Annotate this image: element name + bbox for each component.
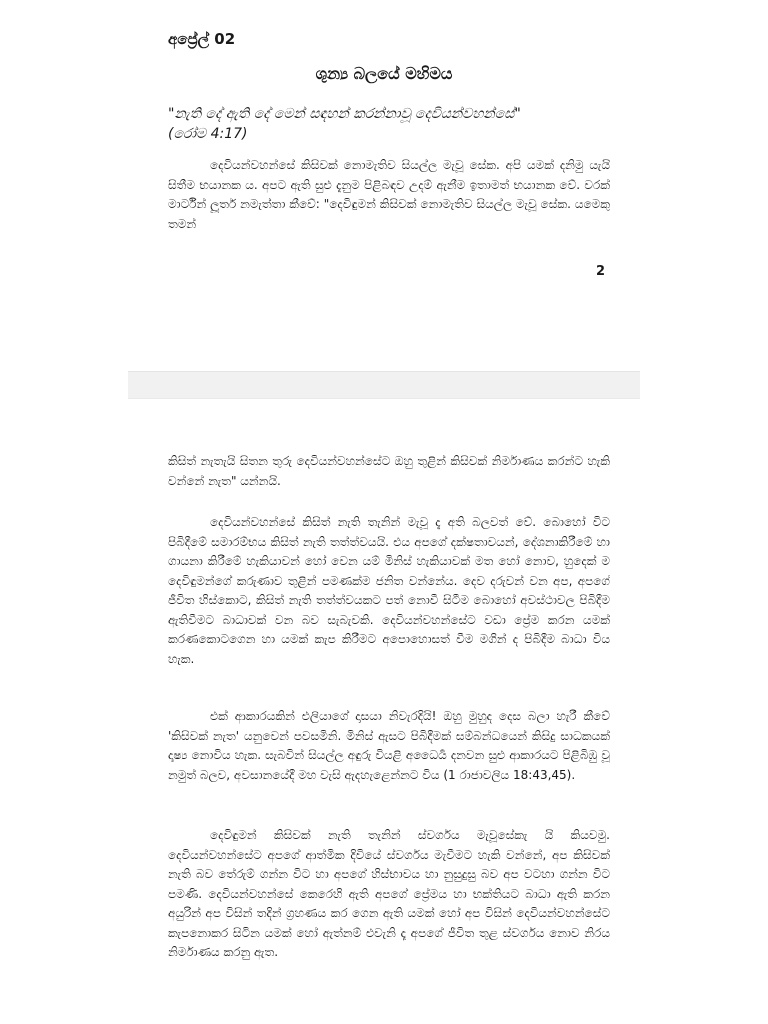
page-separator	[128, 371, 640, 399]
paragraph: දෙවියන්වහන්සේ කිසිවක් නොමැතිව සියල්ල මැවූ සේක. අපි යමක් දනිමු යැයි සිතීම භයානක ය. අපට ඇති සුළු දැනුම පිළිබඳව උදම් ඇනීම ඉතාමත් භයානක වේ. වරක් මාර්ටින් ලූතර් නමැත්තා කීවේ: "දෙවිඳුමන් කිසිවක් නොමැතිව සියල්ල මැවූ සේක. යමෙකු තමන්	[168, 158, 610, 231]
quote-reference: (රෝම 4:17)	[168, 126, 248, 142]
paragraph: එක් ආකාරයකින් එලියාගේ දාසයා නිවැරදියි! ඔහු මුහුද දෙස බලා හැරී කීවේ 'කිසිවක් නැත' යනුවෙන් පවසමිනි. මිනිස් ඇසට පිබිදීමක් සම්බන්ධයෙන් කිසිදු සාධකයක් දෘෂ්‍ය නොවිය හැක. සැබවින් සියල්ල අඳුරු වියළි අධෛර්‍ය දනවන සුළු ආකාරයට පිළිබිඹු වූ නමුත් බලව, අවසානයේදී මහ වැසි ඇදහැළෙන්නට විය (1 රාජාවලිය 18:43,45).	[168, 709, 610, 782]
paragraph: දෙවිඳුමන් කිසිවක් නැති තැනින් ස්වර්ගය මැවූසේකැ යි කියවමු. දෙවියන්වහන්සේට අපගේ ආත්මික දිවියේ ස්වර්ගය මැවීමට හැකි වන්නේ, අප කිසිවක් නැති බව තේරුම් ගන්න විට හා අපගේ හිස්භාවය හා නුසුදුසු බව අප වටහා ගන්න විට පමණි. දෙවියන්වහන්සේ කෙරෙහි ඇති අපගේ ප්‍රේමය හා භක්තියට බාධා ඇති කරන අයුරින් අප විසින් තදින් ග්‍රහණය කර ගෙන ඇති යමක් හෝ අප විසින් දෙවියන්වහන්සේට කැපනොකර සිටින යමක් හෝ ඇත්නම් එවැනි දෑ අපගේ ජීවිත තුළ ස්වර්ගය නොව නිරය නිර්මාණය කරනු ඇත.	[168, 828, 610, 959]
page-title: ශුන්‍ය බලයේ මහිමය	[315, 64, 453, 83]
document-page-1	[0, 0, 768, 370]
page-number: 2	[596, 264, 606, 279]
devotional-date: අප්‍රේල් 02	[168, 30, 236, 48]
quote-text: "නැති දේ ඇති දේ මෙන් සඳහන් කරන්නාවූ දෙවියන්වහන්සේ"	[168, 106, 521, 122]
paragraph: කිසිත් නැතැයි සිතන තුරු දෙවියන්වහන්සේට ඔහු තුළින් කිසිවක් නිර්මාණය කරන්ට හැකි වන්නේ නැත" යන්නයි.	[168, 454, 610, 488]
scripture-quote	[168, 104, 608, 144]
paragraph: දෙවියන්වහන්සේ කිසිත් නැති තැනින් මැවූ දැ අති බලවත් වේ. බොහෝ විට පිබිදීමේ සමාරම්භය කිසිත් නැති තත්ත්වයයි. එය අපගේ දක්ෂතාවයන්, දේශනාකිරීමේ හා ගායනා කිරීමේ හැකියාවන් හෝ වෙන යම් මිනිස් හැකියාවක් මත හෝ නොව, හුදෙක් ම දෙවිඳුමන්ගේ කරුණාව තුළින් පමණක්ම ජනිත වන්නේය. දෙව දරුවන් වන අප, අපගේ ජීවිත හිස්කොට, කිසිත් නැති තත්ත්වයකට පත් නොවී සිටීම බොහෝ අවස්ථාවල පිබිදීම ඇතිවීමට බාධාවක් වන බව සැබැවකි. දෙවියන්වහන්සේට වඩා ප්‍රේම කරන යමක් කරණකොටගෙන හා යමක් කැප කිරීමට අපොහොසත් වීම මගින් ද පිබිදීම බාධා විය හැක.	[168, 515, 610, 666]
